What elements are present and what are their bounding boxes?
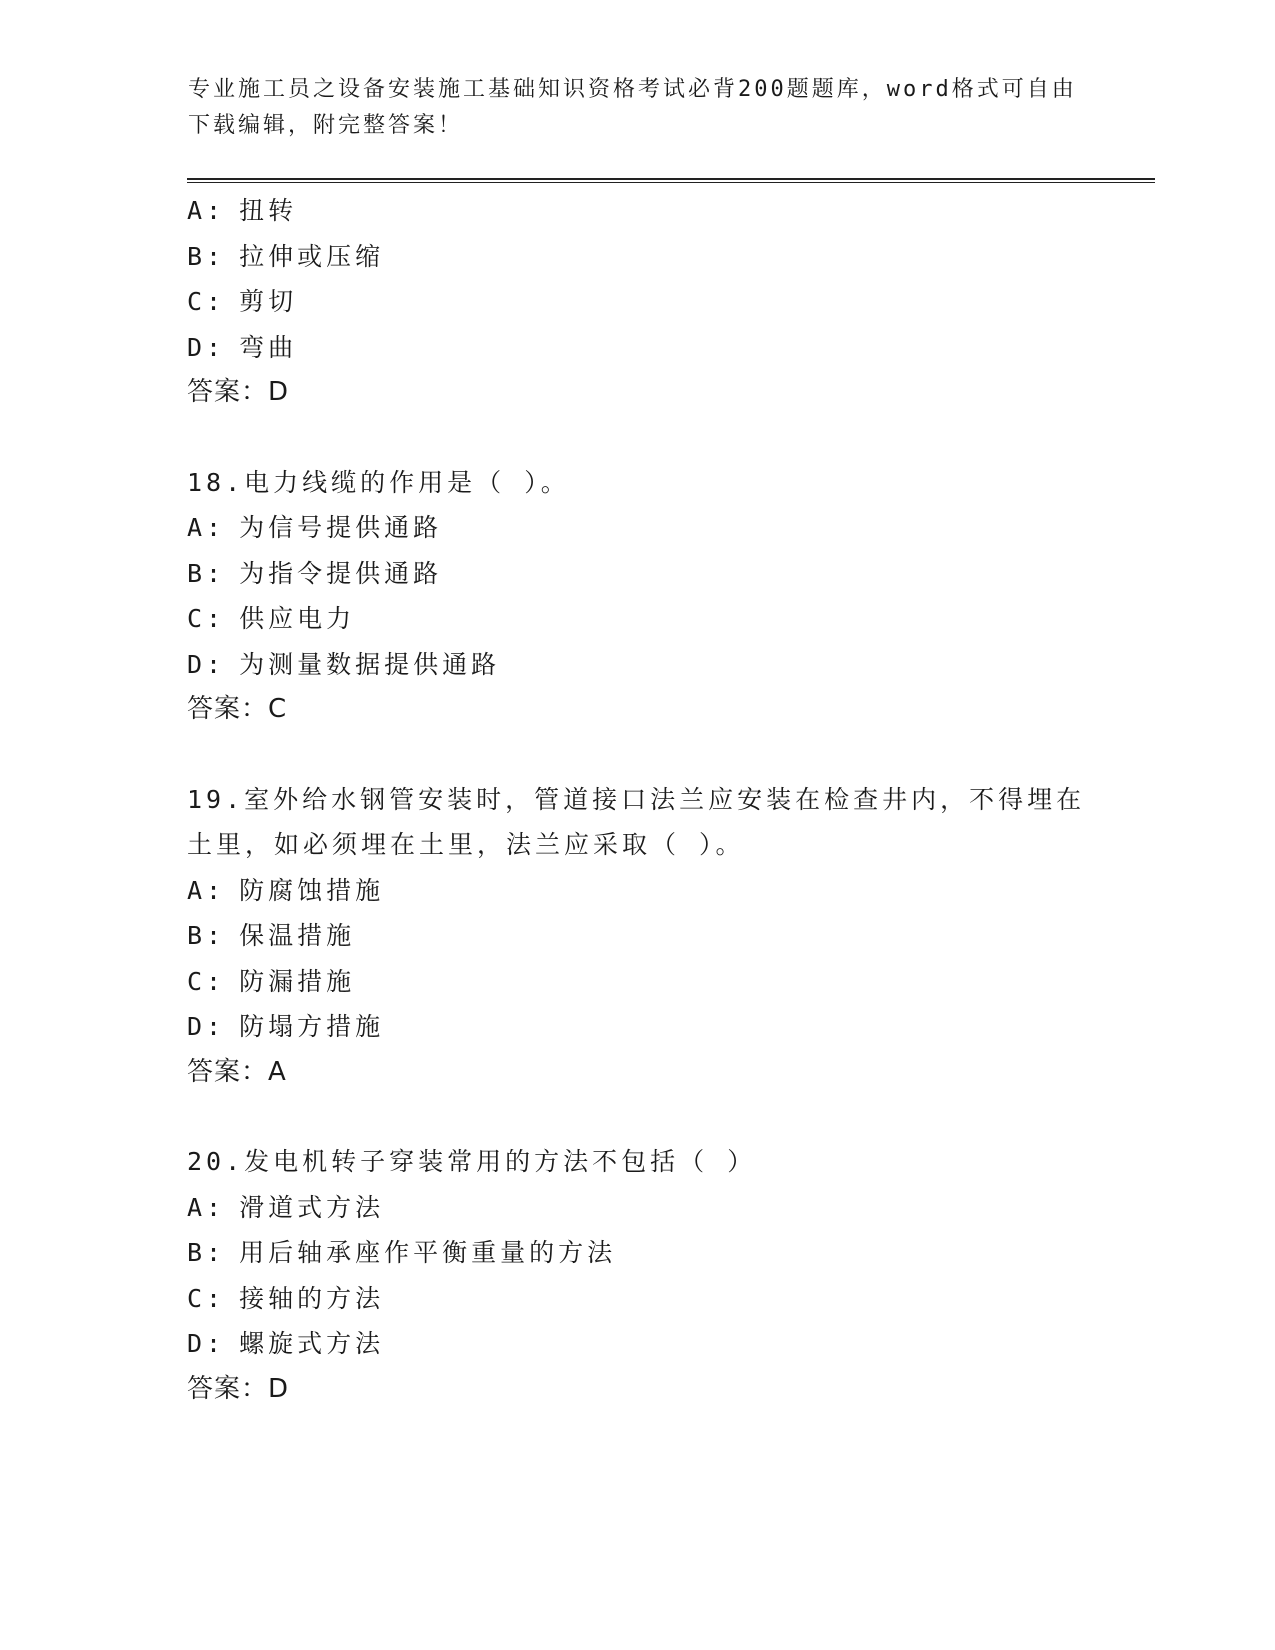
question-20 [187, 1139, 1087, 1412]
option-b: B: 保温措施 [187, 921, 356, 950]
answer: 答案：D [187, 1373, 290, 1404]
header-divider [187, 178, 1155, 183]
question-text: 20.发电机转子穿装常用的方法不包括（ ） [187, 1147, 757, 1176]
option-d: D: 螺旋式方法 [187, 1329, 385, 1358]
option-c: C: 剪切 [187, 287, 298, 316]
question-text: 18.电力线缆的作用是（ ）。 [187, 467, 570, 497]
answer: 答案：D [187, 377, 290, 407]
option-c: C: 供应电力 [187, 604, 356, 633]
option-b: B: 用后轴承座作平衡重量的方法 [187, 1238, 617, 1267]
header-line-2: 下载编辑，附完整答案！ [188, 113, 464, 138]
option-a: A: 滑道式方法 [187, 1192, 385, 1222]
option-c: C: 防漏措施 [187, 966, 356, 996]
question-19 [187, 777, 1087, 1096]
option-c: C: 接轴的方法 [187, 1283, 385, 1313]
question-list [187, 188, 1087, 1412]
document-header [188, 72, 1088, 144]
question-text-line-1: 19.室外给水钢管安装时，管道接口法兰应安装在检查井内，不得埋在 [187, 784, 1086, 814]
answer: 答案：C [187, 694, 288, 724]
header-line-1: 专业施工员之设备安装施工基础知识资格考试必背200题题库，word格式可自由 [188, 77, 1077, 102]
question-text-line-2: 土里，如必须埋在土里，法兰应采取（ ）。 [187, 830, 745, 859]
option-b: B: 为指令提供通路 [187, 558, 443, 588]
option-d: D: 防塌方措施 [187, 1012, 385, 1041]
option-a: A: 扭转 [187, 196, 298, 225]
question-17 [187, 188, 1087, 416]
option-d: D: 为测量数据提供通路 [187, 649, 501, 679]
option-a: A: 防腐蚀措施 [187, 875, 385, 905]
question-18 [187, 460, 1087, 733]
option-a: A: 为信号提供通路 [187, 513, 443, 542]
option-d: D: 弯曲 [187, 332, 298, 362]
answer: 答案：A [187, 1056, 287, 1087]
option-b: B: 拉伸或压缩 [187, 241, 385, 271]
